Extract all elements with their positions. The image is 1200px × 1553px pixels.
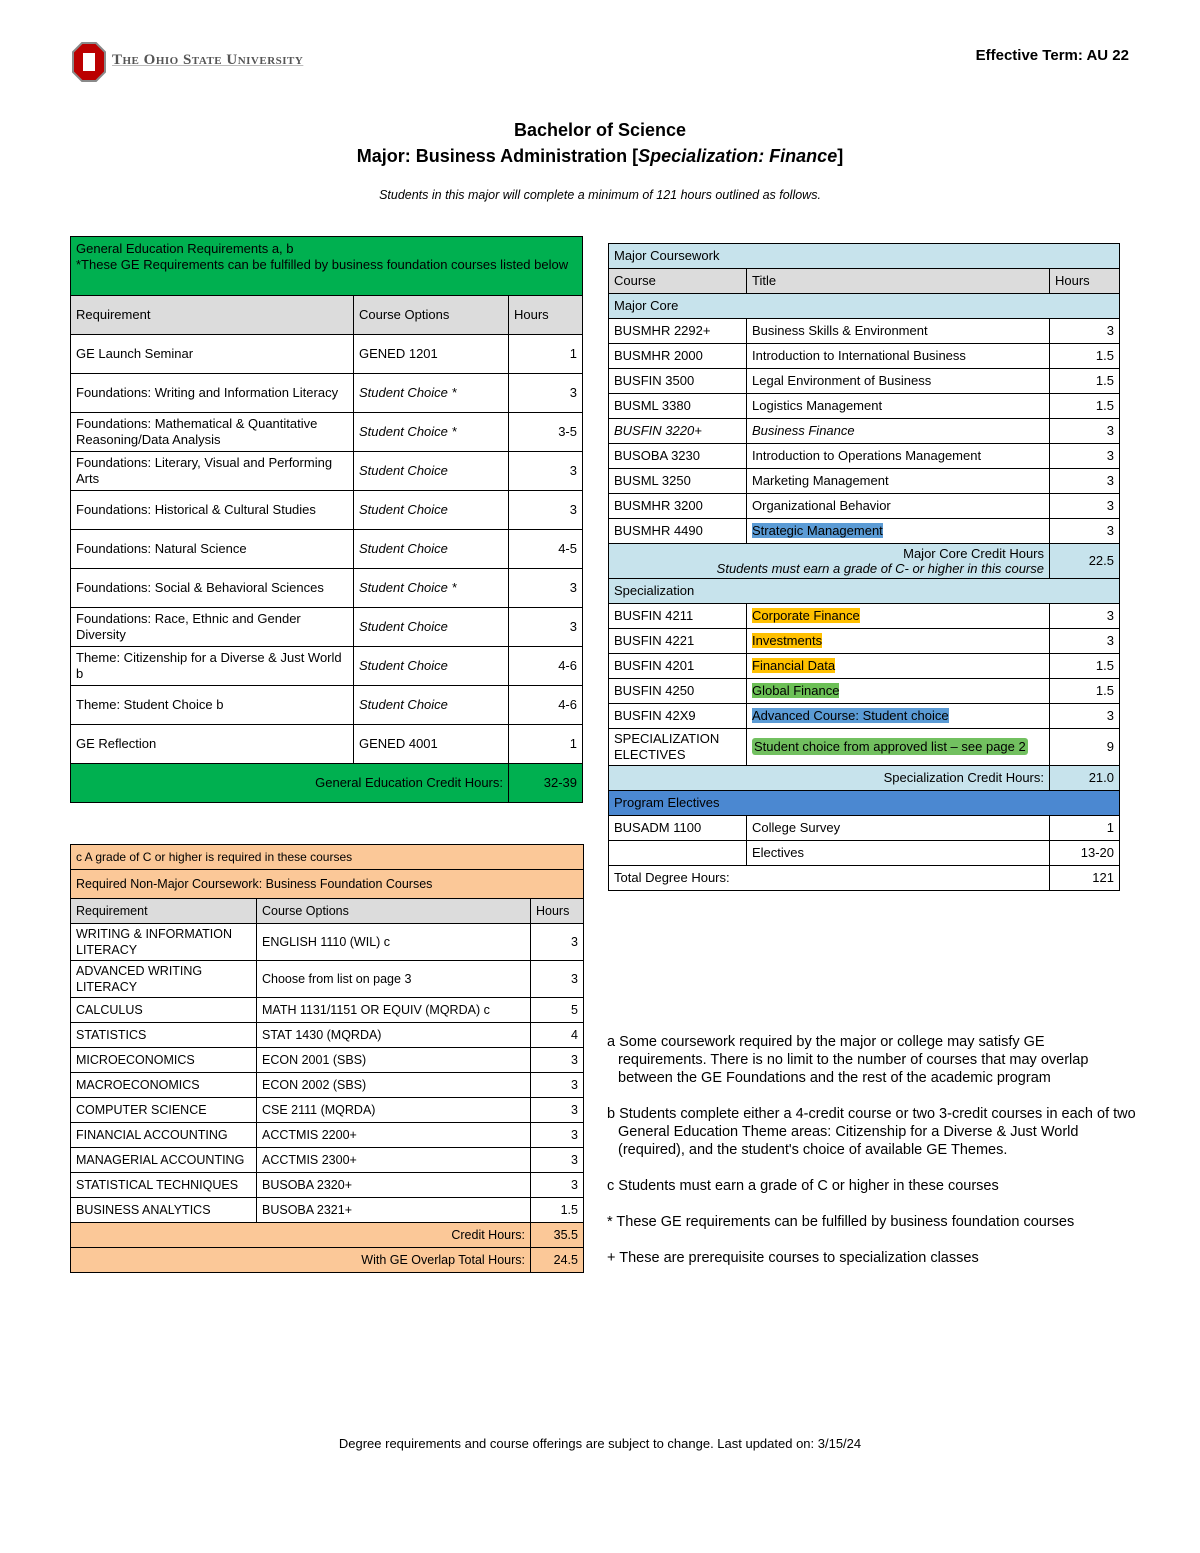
ge-hours: 3 [509, 374, 583, 413]
ge-row [71, 608, 583, 647]
nonmajor-row [71, 961, 584, 998]
nm-hours: 3 [531, 1098, 584, 1123]
nm-hours: 3 [531, 1073, 584, 1098]
nm-requirement: BUSINESS ANALYTICS [71, 1198, 257, 1223]
ge-hours: 3 [509, 608, 583, 647]
course-code: BUSOBA 3230 [609, 444, 747, 469]
nm-course-option: ECON 2001 (SBS) [257, 1048, 531, 1073]
ge-hours: 3 [509, 491, 583, 530]
course-hours: 1.5 [1050, 344, 1120, 369]
ge-header [71, 237, 583, 296]
ge-row [71, 452, 583, 491]
course-hours: 9 [1050, 729, 1120, 766]
nonmajor-row [71, 924, 584, 961]
ge-course-option: Student Choice [354, 608, 509, 647]
ge-col-hours: Hours [509, 296, 583, 335]
major-title-row: Major Coursework [609, 244, 1120, 269]
course-title [747, 519, 1050, 544]
footnote: * These GE requirements can be fulfilled by business foundation courses [607, 1214, 1075, 1230]
course-hours: 3 [1050, 419, 1120, 444]
nonmajor-rows [71, 924, 584, 1223]
course-hours: 3 [1050, 519, 1120, 544]
ge-hours: 4-5 [509, 530, 583, 569]
nm-hours: 3 [531, 1123, 584, 1148]
ge-col-requirement: Requirement [71, 296, 354, 335]
degree-title: Bachelor of Science [513, 120, 687, 140]
nm-course-option: Choose from list on page 3 [257, 961, 531, 998]
footnote: c Students must earn a grade of C or higher in these courses [607, 1178, 999, 1194]
nm-hours: 3 [531, 924, 584, 961]
course-code: BUSML 3250 [609, 469, 747, 494]
course-code: BUSFIN 4201 [609, 654, 747, 679]
course-code: BUSMHR 2000 [609, 344, 747, 369]
prog-rows [609, 816, 1120, 866]
nm-course-option: MATH 1131/1151 OR EQUIV (MQRDA) c [257, 998, 531, 1023]
nm-col-options: Course Options [257, 899, 531, 924]
prog-label: Program Electives [609, 791, 1120, 816]
course-code: BUSML 3380 [609, 394, 747, 419]
course-hours: 3 [1050, 319, 1120, 344]
ge-course-option: GENED 1201 [354, 335, 509, 374]
core-total-note: Students must earn a grade of C- or higher in this course [716, 561, 1044, 576]
course-code: BUSMHR 2292+ [609, 319, 747, 344]
course-title [747, 369, 1050, 394]
nm-requirement: MACROECONOMICS [71, 1073, 257, 1098]
nm-hours: 1.5 [531, 1198, 584, 1223]
ge-row [71, 413, 583, 452]
ge-hours: 1 [509, 725, 583, 764]
ge-course-option: Student Choice * [354, 374, 509, 413]
ge-rows [71, 335, 583, 764]
core-total-label: Major Core Credit Hours [903, 546, 1044, 561]
nm-course-option: ECON 2002 (SBS) [257, 1073, 531, 1098]
nonmajor-row [71, 998, 584, 1023]
ge-row [71, 491, 583, 530]
ge-course-option: Student Choice [354, 686, 509, 725]
major-title: Major: Business Administration [Specialization: Finance] [356, 146, 844, 166]
nm-hours: 3 [531, 1173, 584, 1198]
ge-course-option: Student Choice * [354, 413, 509, 452]
intro-text: Students in this major will complete a minimum of 121 hours outlined as follows. [379, 188, 821, 202]
ge-row [71, 725, 583, 764]
course-title [747, 469, 1050, 494]
course-row [609, 604, 1120, 629]
nm-course-option: STAT 1430 (MQRDA) [257, 1023, 531, 1048]
nm-requirement: STATISTICAL TECHNIQUES [71, 1173, 257, 1198]
course-title [747, 344, 1050, 369]
ge-requirement: Foundations: Writing and Information Literacy [71, 374, 354, 413]
effective-term: Effective Term: AU 22 [975, 47, 1129, 64]
course-hours: 1.5 [1050, 654, 1120, 679]
course-row [609, 704, 1120, 729]
nm-requirement: STATISTICS [71, 1023, 257, 1048]
course-hours: 3 [1050, 494, 1120, 519]
course-row [609, 494, 1120, 519]
course-title-text: Business Finance [752, 423, 855, 438]
nonmajor-row [71, 1023, 584, 1048]
course-row [609, 679, 1120, 704]
ge-requirements-table [70, 236, 583, 803]
major-core-rows [609, 319, 1120, 544]
footer-text: Degree requirements and course offerings are subject to change. Last updated on: 3/15/24 [338, 1436, 862, 1451]
ge-course-option: Student Choice [354, 647, 509, 686]
course-row [609, 344, 1120, 369]
course-title [747, 629, 1050, 654]
course-title [747, 444, 1050, 469]
spec-total-label: Specialization Credit Hours: [609, 766, 1050, 791]
ge-hours: 3-5 [509, 413, 583, 452]
nm-course-option: CSE 2111 (MQRDA) [257, 1098, 531, 1123]
nonmajor-row [71, 1098, 584, 1123]
ge-row [71, 530, 583, 569]
course-title-text: Legal Environment of Business [752, 373, 932, 388]
nonmajor-row [71, 1198, 584, 1223]
course-row [609, 629, 1120, 654]
course-row [609, 419, 1120, 444]
course-hours: 13-20 [1050, 841, 1120, 866]
nonmajor-row [71, 1073, 584, 1098]
nonmajor-row [71, 1173, 584, 1198]
course-code: BUSMHR 4490 [609, 519, 747, 544]
ge-row [71, 374, 583, 413]
nm-requirement: COMPUTER SCIENCE [71, 1098, 257, 1123]
course-title-text: College Survey [752, 820, 841, 835]
course-title-text: Logistics Management [752, 398, 883, 413]
ge-hours: 1 [509, 335, 583, 374]
course-code: BUSADM 1100 [609, 816, 747, 841]
mj-col-course: Course [609, 269, 747, 294]
course-row [609, 394, 1120, 419]
course-row [609, 729, 1120, 766]
ge-hours: 4-6 [509, 647, 583, 686]
nm-requirement: MANAGERIAL ACCOUNTING [71, 1148, 257, 1173]
course-title [747, 729, 1050, 766]
course-title [747, 654, 1050, 679]
core-total-value: 22.5 [1050, 544, 1120, 579]
nm-requirement: FINANCIAL ACCOUNTING [71, 1123, 257, 1148]
ge-hours: 3 [509, 569, 583, 608]
ge-course-option: Student Choice [354, 530, 509, 569]
total-degree-label: Total Degree Hours: [609, 866, 1050, 891]
footnotes [607, 1033, 1137, 1285]
ge-col-options: Course Options [354, 296, 509, 335]
nm-hours: 3 [531, 961, 584, 998]
total-degree-value: 121 [1050, 866, 1120, 891]
course-title [747, 816, 1050, 841]
ge-title: General Education Requirements a, b [76, 241, 294, 256]
footnote: + These are prerequisite courses to specialization classes [607, 1250, 979, 1266]
nm-requirement: WRITING & INFORMATION LITERACY [71, 924, 257, 961]
ge-total-value: 32-39 [509, 764, 583, 803]
course-title [747, 394, 1050, 419]
ge-course-option: Student Choice * [354, 569, 509, 608]
university-name: The Ohio State University [112, 52, 304, 68]
nm-overlap-label: With GE Overlap Total Hours: [71, 1248, 531, 1273]
nm-requirement: MICROECONOMICS [71, 1048, 257, 1073]
course-title-text: Introduction to International Business [752, 348, 966, 363]
ge-row [71, 686, 583, 725]
spec-total-value: 21.0 [1050, 766, 1120, 791]
ge-requirement: GE Launch Seminar [71, 335, 354, 374]
course-title [747, 841, 1050, 866]
course-title-text: Electives [752, 845, 805, 860]
footnote: b Students complete either a 4-credit course or two 3-credit courses in each of two General Education Theme areas: Citizenship for a Diverse & Just World (required), and the student's choice of available GE Themes. [607, 1106, 1136, 1158]
course-code: BUSMHR 3200 [609, 494, 747, 519]
nonmajor-note: c A grade of C or higher is required in these courses [71, 845, 584, 870]
course-title-text: Marketing Management [752, 473, 889, 488]
course-hours: 1 [1050, 816, 1120, 841]
footnote: a Some coursework required by the major or college may satisfy GE requirements. There is no limit to the number of courses that may overlap between the GE Foundations and the rest of the academic program [607, 1034, 1089, 1086]
course-title-text: Global Finance [752, 683, 840, 698]
course-title-text: Advanced Course: Student choice [752, 708, 949, 723]
nonmajor-table [70, 844, 584, 1273]
nonmajor-row [71, 1148, 584, 1173]
course-code: BUSFIN 3220+ [609, 419, 747, 444]
ge-hours: 3 [509, 452, 583, 491]
ge-course-option: Student Choice [354, 452, 509, 491]
nm-course-option: ACCTMIS 2200+ [257, 1123, 531, 1148]
course-row [609, 841, 1120, 866]
course-hours: 1.5 [1050, 679, 1120, 704]
course-title-text: Introduction to Operations Management [752, 448, 982, 463]
nonmajor-row [71, 1048, 584, 1073]
course-code [609, 841, 747, 866]
ge-requirement: Theme: Student Choice b [71, 686, 354, 725]
ge-course-option: Student Choice [354, 491, 509, 530]
course-hours: 1.5 [1050, 394, 1120, 419]
course-hours: 3 [1050, 704, 1120, 729]
course-title [747, 679, 1050, 704]
nonmajor-row [71, 1123, 584, 1148]
ge-subtitle: *These GE Requirements can be fulfilled by business foundation courses listed below [76, 257, 569, 272]
nm-credit-value: 35.5 [531, 1223, 584, 1248]
course-row [609, 654, 1120, 679]
ge-requirement: Foundations: Natural Science [71, 530, 354, 569]
nm-course-option: BUSOBA 2320+ [257, 1173, 531, 1198]
course-row [609, 469, 1120, 494]
course-row [609, 369, 1120, 394]
ge-course-option: GENED 4001 [354, 725, 509, 764]
course-row [609, 319, 1120, 344]
osu-logo [72, 42, 106, 87]
ge-requirement: Foundations: Mathematical & Quantitative Reasoning/Data Analysis [71, 413, 354, 452]
course-hours: 3 [1050, 469, 1120, 494]
course-title-text: Organizational Behavior [752, 498, 891, 513]
spec-label: Specialization [609, 579, 1120, 604]
major-core-total [609, 544, 1050, 579]
nm-credit-label: Credit Hours: [71, 1223, 531, 1248]
major-coursework-table [608, 243, 1120, 891]
ge-requirement: Theme: Citizenship for a Diverse & Just World b [71, 647, 354, 686]
course-title-text: Student choice from approved list – see page 2 [754, 739, 1026, 754]
nm-col-requirement: Requirement [71, 899, 257, 924]
ge-row [71, 569, 583, 608]
ge-requirement: Foundations: Race, Ethnic and Gender Diversity [71, 608, 354, 647]
ge-row [71, 647, 583, 686]
course-title [747, 494, 1050, 519]
course-title [747, 419, 1050, 444]
osu-block-o-icon [72, 42, 106, 82]
nm-course-option: BUSOBA 2321+ [257, 1198, 531, 1223]
course-code: SPECIALIZATION ELECTIVES [609, 729, 747, 766]
course-hours: 1.5 [1050, 369, 1120, 394]
course-title-text: Business Skills & Environment [752, 323, 928, 338]
mj-col-hours: Hours [1050, 269, 1120, 294]
nm-requirement: CALCULUS [71, 998, 257, 1023]
major-core-label: Major Core [609, 294, 1120, 319]
course-title-text: Investments [752, 633, 823, 648]
course-code: BUSFIN 3500 [609, 369, 747, 394]
ge-total-label: General Education Credit Hours: [71, 764, 509, 803]
course-code: BUSFIN 4250 [609, 679, 747, 704]
nm-col-hours: Hours [531, 899, 584, 924]
mj-col-title: Title [747, 269, 1050, 294]
ge-row [71, 335, 583, 374]
ge-requirement: GE Reflection [71, 725, 354, 764]
course-hours: 3 [1050, 444, 1120, 469]
course-title [747, 319, 1050, 344]
ge-requirement: Foundations: Social & Behavioral Sciences [71, 569, 354, 608]
ge-hours: 4-6 [509, 686, 583, 725]
nm-course-option: ENGLISH 1110 (WIL) c [257, 924, 531, 961]
nm-hours: 3 [531, 1148, 584, 1173]
course-code: BUSFIN 4221 [609, 629, 747, 654]
nonmajor-title: Required Non-Major Coursework: Business Foundation Courses [71, 870, 584, 899]
course-hours: 3 [1050, 604, 1120, 629]
nm-hours: 5 [531, 998, 584, 1023]
course-code: BUSFIN 42X9 [609, 704, 747, 729]
course-row [609, 816, 1120, 841]
course-title [747, 604, 1050, 629]
nm-hours: 3 [531, 1048, 584, 1073]
course-title [747, 704, 1050, 729]
course-row [609, 444, 1120, 469]
ge-requirement: Foundations: Literary, Visual and Performing Arts [71, 452, 354, 491]
course-title-text: Strategic Management [752, 523, 883, 538]
course-title-text: Corporate Finance [752, 608, 860, 623]
nm-requirement: ADVANCED WRITING LITERACY [71, 961, 257, 998]
course-title-text: Financial Data [752, 658, 836, 673]
course-code: BUSFIN 4211 [609, 604, 747, 629]
course-hours: 3 [1050, 629, 1120, 654]
nm-overlap-value: 24.5 [531, 1248, 584, 1273]
course-row [609, 519, 1120, 544]
nm-course-option: ACCTMIS 2300+ [257, 1148, 531, 1173]
spec-rows [609, 604, 1120, 766]
nm-hours: 4 [531, 1023, 584, 1048]
ge-requirement: Foundations: Historical & Cultural Studies [71, 491, 354, 530]
